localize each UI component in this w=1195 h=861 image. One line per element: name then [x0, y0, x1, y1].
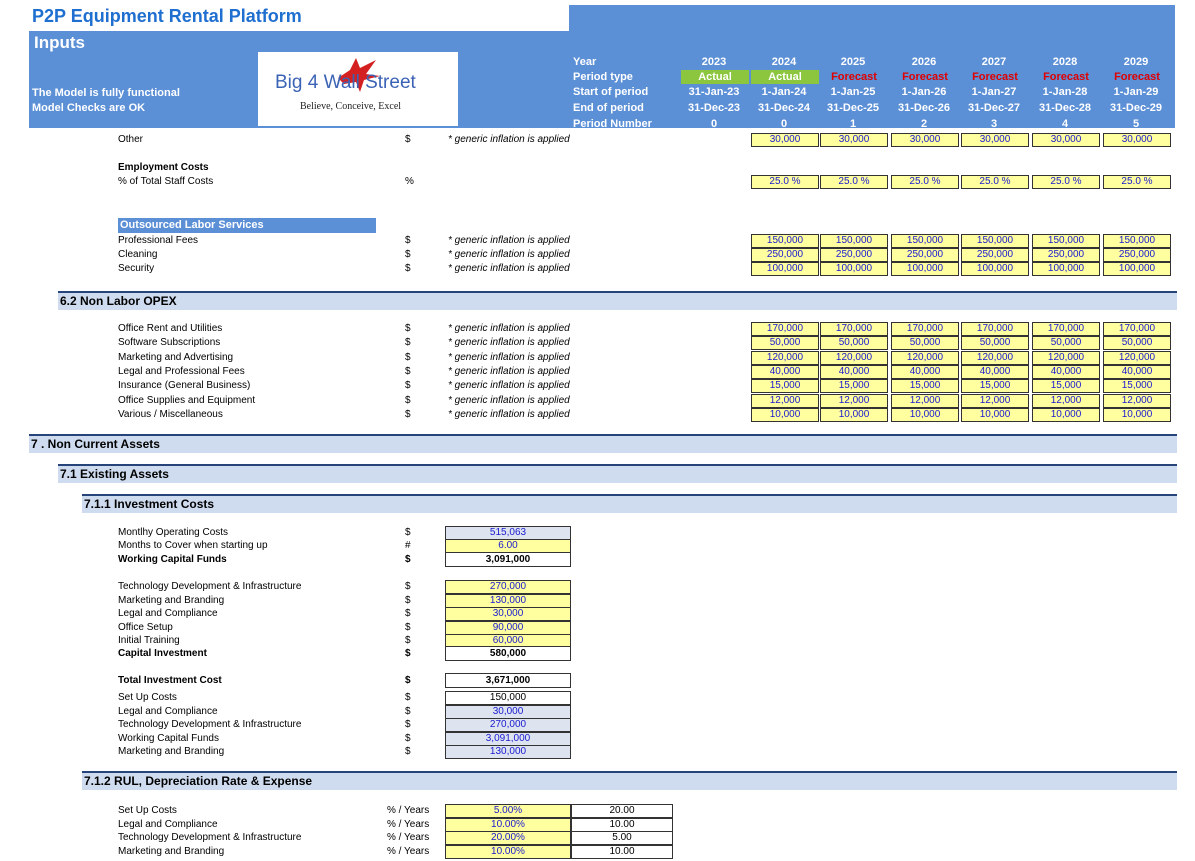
year-cell: 2026: [911, 56, 937, 68]
input-cell[interactable]: 30,000: [961, 133, 1029, 147]
row-label: Marketing and Branding: [118, 845, 225, 857]
input-cell[interactable]: 120,000: [751, 351, 819, 365]
input-cell[interactable]: 270,000: [445, 580, 571, 594]
period-number-label: Period Number: [573, 118, 652, 130]
input-cell[interactable]: 170,000: [820, 322, 888, 336]
wcf-label: Working Capital Funds: [118, 554, 227, 565]
input-cell[interactable]: 150,000: [751, 234, 819, 248]
row-label: Marketing and Advertising: [118, 351, 234, 363]
monthly-costs-label: Montlhy Operating Costs: [118, 527, 229, 538]
input-cell[interactable]: 250,000: [1103, 248, 1171, 262]
logo-text: Big 4 Wall Street: [275, 72, 416, 93]
period-type-cell: Actual: [681, 70, 749, 84]
inflation-note: * generic inflation is applied: [448, 351, 570, 363]
row-unit: $: [405, 746, 411, 758]
input-cell[interactable]: 15,000: [820, 379, 888, 393]
row-unit: $: [405, 249, 411, 260]
input-cell[interactable]: 120,000: [1032, 351, 1100, 365]
outsourced-heading: Outsourced Labor Services: [118, 218, 376, 233]
row-unit: $: [405, 594, 411, 606]
end-date-cell: 31-Dec-29: [1110, 102, 1162, 114]
row-unit: $: [405, 351, 411, 363]
years-cell: 20.00: [571, 804, 673, 818]
logo-tagline: Believe, Conceive, Excel: [300, 101, 402, 112]
end-date-cell: 31-Dec-28: [1039, 102, 1091, 114]
end-date-cell: 31-Dec-25: [827, 102, 879, 114]
row-label: Office Rent and Utilities: [118, 323, 223, 334]
section-non-current-assets: 7 . Non Current Assets: [29, 434, 1177, 453]
input-cell[interactable]: 25.0 %: [751, 175, 819, 189]
row-label: Technology Development & Infrastructure: [118, 832, 302, 844]
input-cell[interactable]: 100,000: [751, 262, 819, 276]
year-cell: 2023: [701, 56, 727, 68]
input-cell[interactable]: 30,000: [820, 133, 888, 147]
period-number-cell: 4: [1061, 118, 1069, 130]
input-cell[interactable]: 40,000: [891, 365, 959, 379]
input-cell[interactable]: 30,000: [1032, 133, 1100, 147]
row-label: Technology Development & Infrastructure: [118, 581, 302, 592]
input-cell[interactable]: 10,000: [891, 408, 959, 422]
months-cover-label: Months to Cover when starting up: [118, 540, 268, 551]
input-cell[interactable]: 40,000: [961, 365, 1029, 379]
start-date-cell: 1-Jan-26: [901, 86, 947, 98]
start-date-cell: 1-Jan-27: [971, 86, 1017, 98]
inflation-note: * generic inflation is applied: [448, 337, 570, 349]
period-number-cell: 5: [1132, 118, 1140, 130]
period-number-cell: 2: [920, 118, 928, 130]
period-number-cell: 1: [849, 118, 857, 130]
staff-cost-label: % of Total Staff Costs: [118, 176, 214, 187]
end-date-cell: 31-Dec-26: [898, 102, 950, 114]
start-period-label: Start of period: [573, 86, 649, 98]
row-unit: $: [405, 394, 411, 406]
end-date-cell: 31-Dec-24: [758, 102, 810, 114]
company-logo: [258, 52, 458, 126]
row-unit: $: [405, 323, 411, 334]
other-label: Other: [118, 134, 144, 145]
row-unit: $: [405, 408, 411, 420]
end-date-cell: 31-Dec-23: [688, 102, 740, 114]
staff-cost-unit: %: [405, 176, 414, 187]
start-date-cell: 1-Jan-28: [1042, 86, 1088, 98]
period-number-cell: 3: [990, 118, 998, 130]
employment-heading: Employment Costs: [118, 162, 209, 173]
inflation-note: * generic inflation is applied: [448, 235, 570, 246]
section-existing-assets: 7.1 Existing Assets: [58, 464, 1177, 483]
value-cell: 270,000: [445, 718, 571, 732]
input-cell[interactable]: 170,000: [751, 322, 819, 336]
input-cell[interactable]: 50,000: [1032, 336, 1100, 350]
row-label: Working Capital Funds: [118, 732, 219, 744]
input-cell[interactable]: 25.0 %: [820, 175, 888, 189]
input-cell[interactable]: 30,000: [1103, 133, 1171, 147]
value-cell: 130,000: [445, 745, 571, 759]
capital-investment-unit: $: [405, 648, 411, 659]
rate-input[interactable]: 5.00%: [445, 804, 571, 818]
input-cell[interactable]: 12,000: [1103, 394, 1171, 408]
input-cell[interactable]: 100,000: [961, 262, 1029, 276]
input-cell[interactable]: 130,000: [445, 594, 571, 608]
start-date-cell: 1-Jan-25: [830, 86, 876, 98]
row-unit: % / Years: [387, 845, 430, 857]
period-number-cell: 0: [780, 118, 788, 130]
wcf-unit: $: [405, 554, 411, 565]
status-functional: The Model is fully functional: [32, 87, 180, 99]
start-date-cell: 1-Jan-24: [761, 86, 807, 98]
status-checks: Model Checks are OK: [32, 102, 146, 114]
years-cell: 5.00: [571, 831, 673, 845]
section-investment-costs: 7.1.1 Investment Costs: [82, 494, 1177, 513]
period-type-label: Period type: [573, 71, 633, 83]
row-unit: % / Years: [387, 818, 430, 830]
wcf-value: 3,091,000: [445, 552, 571, 567]
year-cell: 2025: [840, 56, 866, 68]
row-label: Legal and Compliance: [118, 818, 218, 830]
inflation-note: * generic inflation is applied: [448, 394, 570, 406]
years-cell: 10.00: [571, 818, 673, 832]
row-unit: $: [405, 365, 411, 377]
input-cell[interactable]: 25.0 %: [1103, 175, 1171, 189]
row-label: Legal and Professional Fees: [118, 365, 245, 377]
rate-input[interactable]: 10.00%: [445, 845, 571, 859]
row-unit: $: [405, 608, 411, 619]
input-cell[interactable]: 15,000: [961, 379, 1029, 393]
input-cell[interactable]: 12,000: [891, 394, 959, 408]
page-title: P2P Equipment Rental Platform: [32, 6, 302, 26]
input-cell[interactable]: 10,000: [961, 408, 1029, 422]
input-cell[interactable]: 150,000: [961, 234, 1029, 248]
value-cell: 30,000: [445, 705, 571, 719]
input-cell[interactable]: 170,000: [961, 322, 1029, 336]
input-cell[interactable]: 100,000: [820, 262, 888, 276]
row-unit: $: [405, 732, 411, 744]
input-cell[interactable]: 30,000: [445, 607, 571, 621]
period-type-cell: Actual: [751, 70, 819, 84]
input-cell[interactable]: 150,000: [891, 234, 959, 248]
input-cell[interactable]: 170,000: [1032, 322, 1100, 336]
row-label: Initial Training: [118, 635, 180, 646]
input-cell[interactable]: 15,000: [751, 379, 819, 393]
year-cell: 2029: [1123, 56, 1149, 68]
input-cell[interactable]: 15,000: [1103, 379, 1171, 393]
inflation-note: * generic inflation is applied: [448, 365, 570, 377]
input-cell[interactable]: 12,000: [1032, 394, 1100, 408]
input-cell[interactable]: 12,000: [961, 394, 1029, 408]
row-label: Insurance (General Business): [118, 380, 251, 392]
row-unit: $: [405, 692, 411, 703]
input-cell[interactable]: 50,000: [891, 336, 959, 350]
inflation-note: * generic inflation is applied: [448, 249, 570, 260]
year-label: Year: [573, 56, 597, 68]
row-label: Professional Fees: [118, 235, 199, 246]
row-unit: $: [405, 719, 411, 731]
input-cell[interactable]: 25.0 %: [961, 175, 1029, 189]
end-date-cell: 31-Dec-27: [968, 102, 1020, 114]
start-date-cell: 31-Jan-23: [688, 86, 740, 98]
input-cell[interactable]: 170,000: [1103, 322, 1171, 336]
row-unit: $: [405, 235, 411, 246]
input-cell[interactable]: 250,000: [820, 248, 888, 262]
period-type-cell: Forecast: [1043, 71, 1089, 83]
input-cell[interactable]: 250,000: [751, 248, 819, 262]
row-unit: $: [405, 635, 411, 646]
inflation-note: * generic inflation is applied: [448, 134, 570, 145]
input-cell[interactable]: 250,000: [1032, 248, 1100, 262]
input-cell[interactable]: 12,000: [820, 394, 888, 408]
inflation-note: * generic inflation is applied: [448, 323, 570, 334]
input-cell[interactable]: 50,000: [1103, 336, 1171, 350]
months-cover-unit: #: [405, 540, 411, 551]
input-cell[interactable]: 40,000: [820, 365, 888, 379]
row-unit: $: [405, 581, 411, 592]
months-cover-input[interactable]: 6.00: [445, 539, 571, 553]
total-investment-label: Total Investment Cost: [118, 675, 222, 686]
input-cell[interactable]: 250,000: [961, 248, 1029, 262]
input-cell[interactable]: 50,000: [751, 336, 819, 350]
period-number-cell: 0: [710, 118, 718, 130]
input-cell[interactable]: 120,000: [820, 351, 888, 365]
inflation-note: * generic inflation is applied: [448, 408, 570, 420]
row-unit: $: [405, 621, 411, 633]
value-cell: 3,091,000: [445, 732, 571, 746]
row-unit: $: [405, 705, 411, 717]
input-cell[interactable]: 30,000: [891, 133, 959, 147]
rate-input[interactable]: 20.00%: [445, 831, 571, 845]
input-cell[interactable]: 40,000: [751, 365, 819, 379]
input-cell[interactable]: 10,000: [751, 408, 819, 422]
period-type-cell: Forecast: [902, 71, 948, 83]
input-cell[interactable]: 90,000: [445, 621, 571, 635]
input-cell[interactable]: 120,000: [961, 351, 1029, 365]
input-cell[interactable]: 30,000: [751, 133, 819, 147]
row-unit: % / Years: [387, 805, 430, 816]
year-cell: 2024: [771, 56, 797, 68]
row-label: Office Setup: [118, 621, 173, 633]
input-cell[interactable]: 100,000: [891, 262, 959, 276]
period-type-cell: Forecast: [972, 71, 1018, 83]
input-cell[interactable]: 25.0 %: [1032, 175, 1100, 189]
year-cell: 2027: [981, 56, 1007, 68]
total-investment-unit: $: [405, 675, 411, 686]
monthly-costs-unit: $: [405, 527, 411, 538]
end-period-label: End of period: [573, 102, 644, 114]
section-rul-depreciation: 7.1.2 RUL, Depreciation Rate & Expense: [82, 771, 1177, 790]
row-label: Legal and Compliance: [118, 608, 218, 619]
input-cell[interactable]: 40,000: [1032, 365, 1100, 379]
inflation-note: * generic inflation is applied: [448, 263, 570, 274]
input-cell[interactable]: 120,000: [891, 351, 959, 365]
input-cell[interactable]: 10,000: [1032, 408, 1100, 422]
input-cell[interactable]: 100,000: [1032, 262, 1100, 276]
row-label: Cleaning: [118, 249, 158, 260]
row-unit: $: [405, 263, 411, 274]
inputs-heading: Inputs: [34, 33, 85, 52]
input-cell[interactable]: 170,000: [891, 322, 959, 336]
row-label: Security: [118, 263, 155, 274]
input-cell[interactable]: 150,000: [1103, 234, 1171, 248]
total-investment-value: 3,671,000: [445, 673, 571, 688]
row-label: Technology Development & Infrastructure: [118, 719, 302, 731]
rate-input[interactable]: 10.00%: [445, 818, 571, 832]
value-cell: 150,000: [445, 691, 571, 705]
input-cell[interactable]: 15,000: [891, 379, 959, 393]
monthly-costs-value: 515,063: [445, 526, 571, 540]
row-label: Set Up Costs: [118, 805, 177, 816]
row-unit: % / Years: [387, 832, 430, 844]
capital-investment-label: Capital Investment: [118, 648, 207, 659]
section-non-labor-opex: 6.2 Non Labor OPEX: [58, 291, 1177, 310]
row-label: Various / Miscellaneous: [118, 408, 223, 420]
input-cell[interactable]: 10,000: [1103, 408, 1171, 422]
input-cell[interactable]: 120,000: [1103, 351, 1171, 365]
input-cell[interactable]: 12,000: [751, 394, 819, 408]
capital-investment-value: 580,000: [445, 646, 571, 661]
other-unit: $: [405, 134, 411, 145]
start-date-cell: 1-Jan-29: [1113, 86, 1159, 98]
row-label: Legal and Compliance: [118, 705, 218, 717]
row-label: Marketing and Branding: [118, 746, 225, 758]
years-cell: 10.00: [571, 845, 673, 859]
input-cell[interactable]: 50,000: [820, 336, 888, 350]
input-cell[interactable]: 10,000: [820, 408, 888, 422]
year-cell: 2028: [1052, 56, 1078, 68]
input-cell[interactable]: 40,000: [1103, 365, 1171, 379]
input-cell[interactable]: 250,000: [891, 248, 959, 262]
row-unit: $: [405, 337, 411, 349]
input-cell[interactable]: 15,000: [1032, 379, 1100, 393]
input-cell[interactable]: 25.0 %: [891, 175, 959, 189]
input-cell[interactable]: 100,000: [1103, 262, 1171, 276]
inflation-note: * generic inflation is applied: [448, 380, 570, 392]
period-type-cell: Forecast: [831, 71, 877, 83]
row-label: Marketing and Branding: [118, 594, 225, 606]
row-unit: $: [405, 380, 411, 392]
row-label: Set Up Costs: [118, 692, 177, 703]
input-cell[interactable]: 150,000: [820, 234, 888, 248]
row-label: Software Subscriptions: [118, 337, 221, 349]
input-cell[interactable]: 60,000: [445, 634, 571, 648]
period-type-cell: Forecast: [1114, 71, 1160, 83]
input-cell[interactable]: 150,000: [1032, 234, 1100, 248]
input-cell[interactable]: 50,000: [961, 336, 1029, 350]
row-label: Office Supplies and Equipment: [118, 394, 256, 406]
